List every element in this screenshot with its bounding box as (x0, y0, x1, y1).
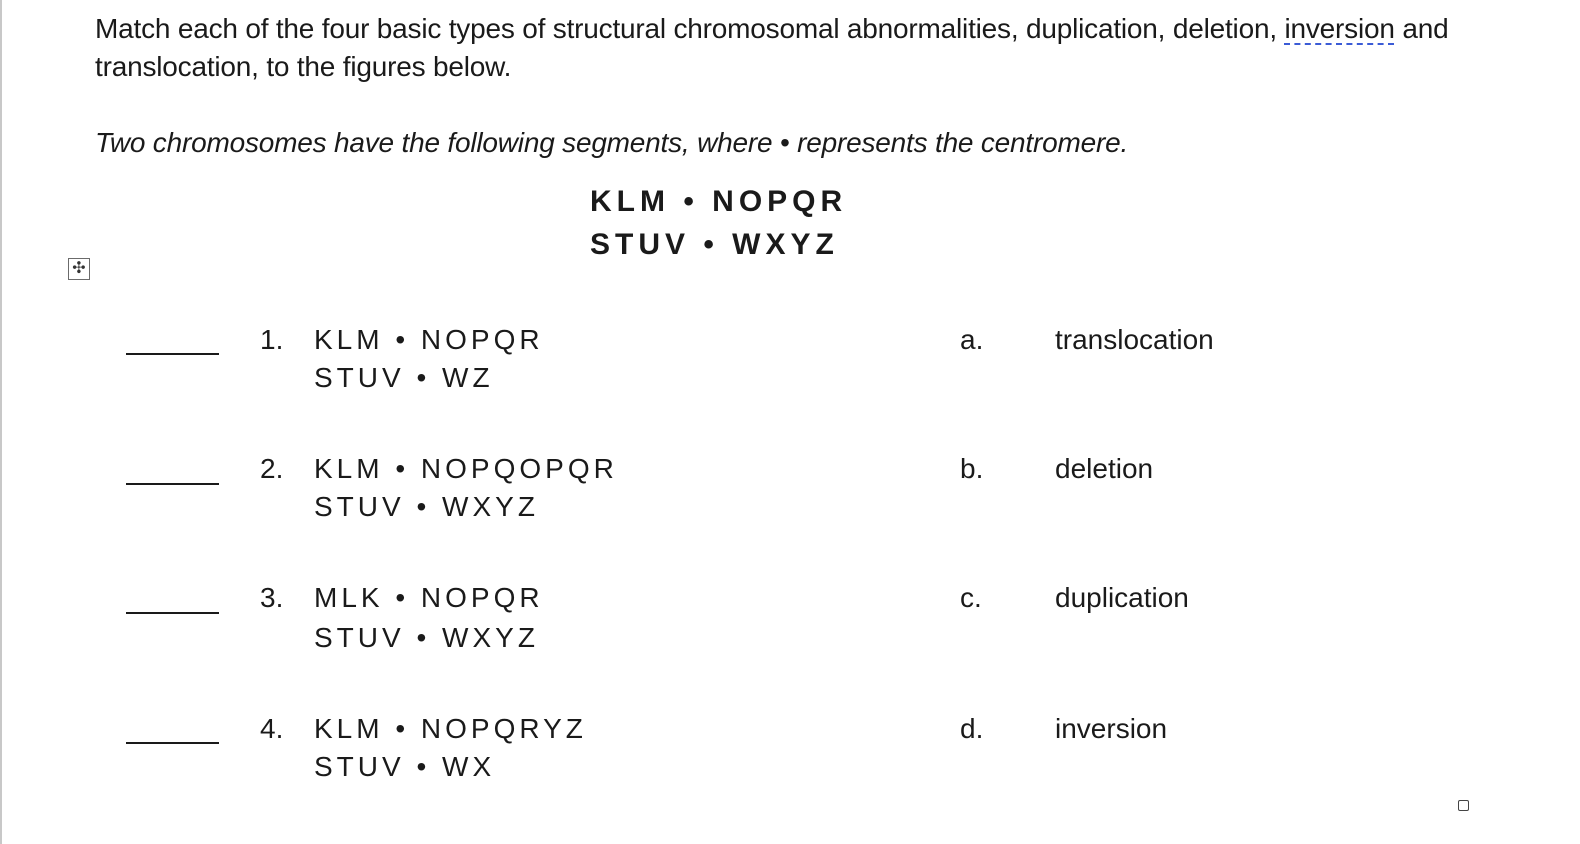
answer-blank-4[interactable] (126, 742, 219, 744)
spellcheck-flagged-word[interactable]: inversion (1284, 13, 1395, 44)
option-letter-d: d. (960, 713, 984, 744)
instructions-text-start: Match each of the four basic types of structural chromosomal abnormalities, duplication, deletion, (95, 13, 1285, 44)
item-number-3: 3. (260, 582, 284, 613)
option-text-b: deletion (1055, 453, 1154, 484)
item-number-2: 2. (260, 453, 284, 484)
option-text-a: translocation (1055, 324, 1214, 355)
item-number-1: 1. (260, 324, 284, 355)
checkbox-icon[interactable] (1458, 800, 1469, 811)
item-1-chromosome-2: STUV • WZ (314, 362, 494, 393)
option-letter-b: b. (960, 453, 984, 484)
answer-blank-1[interactable] (126, 353, 219, 355)
instructions (95, 10, 1495, 86)
item-3-chromosome-2: STUV • WXYZ (314, 622, 539, 653)
answer-blank-2[interactable] (126, 483, 219, 485)
item-3-chromosome-1: MLK • NOPQR (314, 582, 544, 613)
instructions-text-end: and translocation, to the figures below. (95, 13, 1449, 82)
option-letter-a: a. (960, 324, 984, 355)
item-4-chromosome-2: STUV • WX (314, 751, 496, 782)
original-chromosome-1: KLM • NOPQR (590, 185, 848, 218)
item-2-chromosome-1: KLM • NOPQOPQR (314, 453, 618, 484)
item-4-chromosome-1: KLM • NOPQRYZ (314, 713, 587, 744)
option-text-c: duplication (1055, 582, 1189, 613)
option-text-d: inversion (1055, 713, 1168, 744)
item-number-4: 4. (260, 713, 284, 744)
centromere-note: Two chromosomes have the following segments, where • represents the centromere. (95, 127, 1129, 158)
page-left-edge (0, 0, 2, 844)
item-1-chromosome-1: KLM • NOPQR (314, 324, 544, 355)
move-arrows-icon[interactable]: ✣ (68, 258, 90, 280)
option-letter-c: c. (960, 582, 982, 613)
item-2-chromosome-2: STUV • WXYZ (314, 491, 539, 522)
original-chromosome-2: STUV • WXYZ (590, 228, 839, 261)
answer-blank-3[interactable] (126, 612, 219, 614)
